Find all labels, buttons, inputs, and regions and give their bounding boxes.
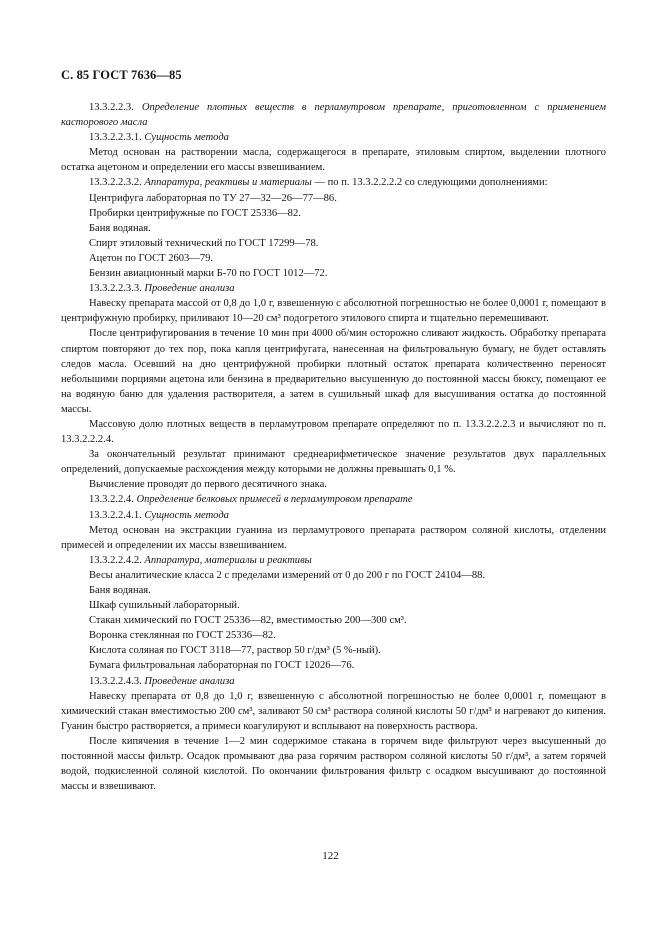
list-item: Ацетон по ГОСТ 2603—79. [89,252,214,264]
paragraph: Навеску препарата массой от 0,8 до 1,0 г, взвешенную с абсолютной погрешностью не более 0,0001 г, помещают в центрифужную пробирку, приливают 10—20 см³ подогретого этилового спирта и тщательно перемешивают. [61,298,606,325]
paragraph: Метод основан на экстракции гуанина из перламутрового препарата раствором соляной кислоты, отделении примесей и определении их массы взвешиванием. [61,524,606,551]
paragraph: Навеску препарата от 0,8 до 1,0 г, взвешенную с абсолютной погрешностью не более 0,0001 г, помещают в химический стакан вместимостью 200 см³, заливают 50 см³ раствора соляной кислоты 50 г/дм³ и нагревают до кипения. Гуанин быстро растворяется, а примеси коагулируют и всплывают на поверхность раствора. [61,690,606,732]
list-item: Бензин авиационный марки Б-70 по ГОСТ 1012—72. [89,268,328,280]
section-number: 13.3.2.2.3.2. [89,177,142,189]
list-item: Весы аналитические класса 2 с пределами измерений от 0 до 200 г по ГОСТ 24104—88. [89,569,486,581]
list-item: Баня водяная. [89,585,151,596]
list-item: Шкаф сушильный лабораторный. [89,600,240,612]
section-number: 13.3.2.2.3.1. [89,132,142,144]
section-title: Сущность метода [144,132,229,144]
paragraph: За окончательный результат принимают среднеарифметическое значение результатов двух параллельных определений, допускаемые расхождения между которыми не должны превышать 0,1 %. [61,449,606,476]
paragraph [61,674,606,689]
list-item: Бумага фильтровальная лабораторная по ГОСТ 12026—76. [89,660,355,672]
section-title: Определение белковых примесей в перламутровом препарате [136,494,413,506]
list-item: Спирт этиловый технический по ГОСТ 17299—78. [89,237,319,249]
section-number: 13.3.2.2.4.2. [89,554,142,566]
section-number: 13.3.2.2.4.1. [89,509,142,521]
list-item: Пробирки центрифужные по ГОСТ 25336—82. [89,207,301,219]
document-body [61,100,606,794]
paragraph [61,553,606,568]
section-number: 13.3.2.2.3. [89,102,134,113]
section-number: 13.3.2.2.3.3. [89,283,142,295]
paragraph [61,281,606,296]
list-item: Воронка стеклянная по ГОСТ 25336—82. [89,630,276,642]
list-item: Баня водяная. [89,222,151,234]
section-number: 13.3.2.2.4. [89,494,134,506]
paragraph [61,508,606,523]
list-item: Стакан химический по ГОСТ 25336—82, вместимостью 200—300 см³. [89,615,407,627]
section-number: 13.3.2.2.4.3. [89,675,142,687]
paragraph: Массовую долю плотных веществ в перламутровом препарате определяют по п. 13.3.2.2.2.3 и вычисляют по п. 13.3.2.2.2.4. [61,418,606,446]
paragraph-text: — по п. 13.3.2.2.2.2 со следующими дополнениями: [314,177,548,189]
page-header: С. 85 ГОСТ 7636—85 [61,68,182,82]
paragraph [61,100,606,130]
section-title: Аппаратура, реактивы и материалы [144,177,312,189]
section-title: Сущность метода [144,509,229,521]
paragraph [61,130,606,145]
list-item: Центрифуга лабораторная по ТУ 27—32—26—77—86. [89,192,337,204]
page-number: 122 [322,850,339,862]
section-title: Определение плотных веществ в перламутровом препарате, приготовленном с применением касторового масла [61,102,607,129]
paragraph: После кипячения в течение 1—2 мин содержимое стакана в горячем виде фильтруют через высушенный до постоянной массы фильтр. Осадок промывают два раза горячим раствором соляной кислоты 50 г/дм³, а затем горячей водой, подкисленной соляной кислотой. По окончании фильтрования фильтр с осадком высушивают до постоянной массы и взвешивают. [61,735,606,793]
paragraph: Вычисление проводят до первого десятичного знака. [89,479,327,491]
paragraph [61,175,606,190]
paragraph: После центрифугирования в течение 10 мин при 4000 об/мин осторожно сливают жидкость. Обработку препарата спиртом повторяют до тех пор, пока капля центрифугата, нанесенная на фильтровальную бумагу, не будет оставлять следов масла. Осевший на дно центрифужной пробирки плотный остаток препарата количественно переносят небольшими порциями ацетона или бензина в предварительно высушенную до постоянной массы бюксу, помещают ее на водяную баню для удаления растворителя, а затем в сушильный шкаф для высушивания остатка до постоянной массы. [61,328,606,415]
paragraph: Метод основан на растворении масла, содержащегося в препарате, этиловым спиртом, выделении плотного остатка ацетоном и определении его массы взвешиванием. [61,147,606,174]
section-title: Аппаратура, материалы и реактивы [144,554,312,566]
paragraph [61,492,606,507]
section-title: Проведение анализа [144,283,235,295]
section-title: Проведение анализа [144,675,235,687]
list-item: Кислота соляная по ГОСТ 3118—77, раствор 50 г/дм³ (5 %-ный). [89,645,381,657]
